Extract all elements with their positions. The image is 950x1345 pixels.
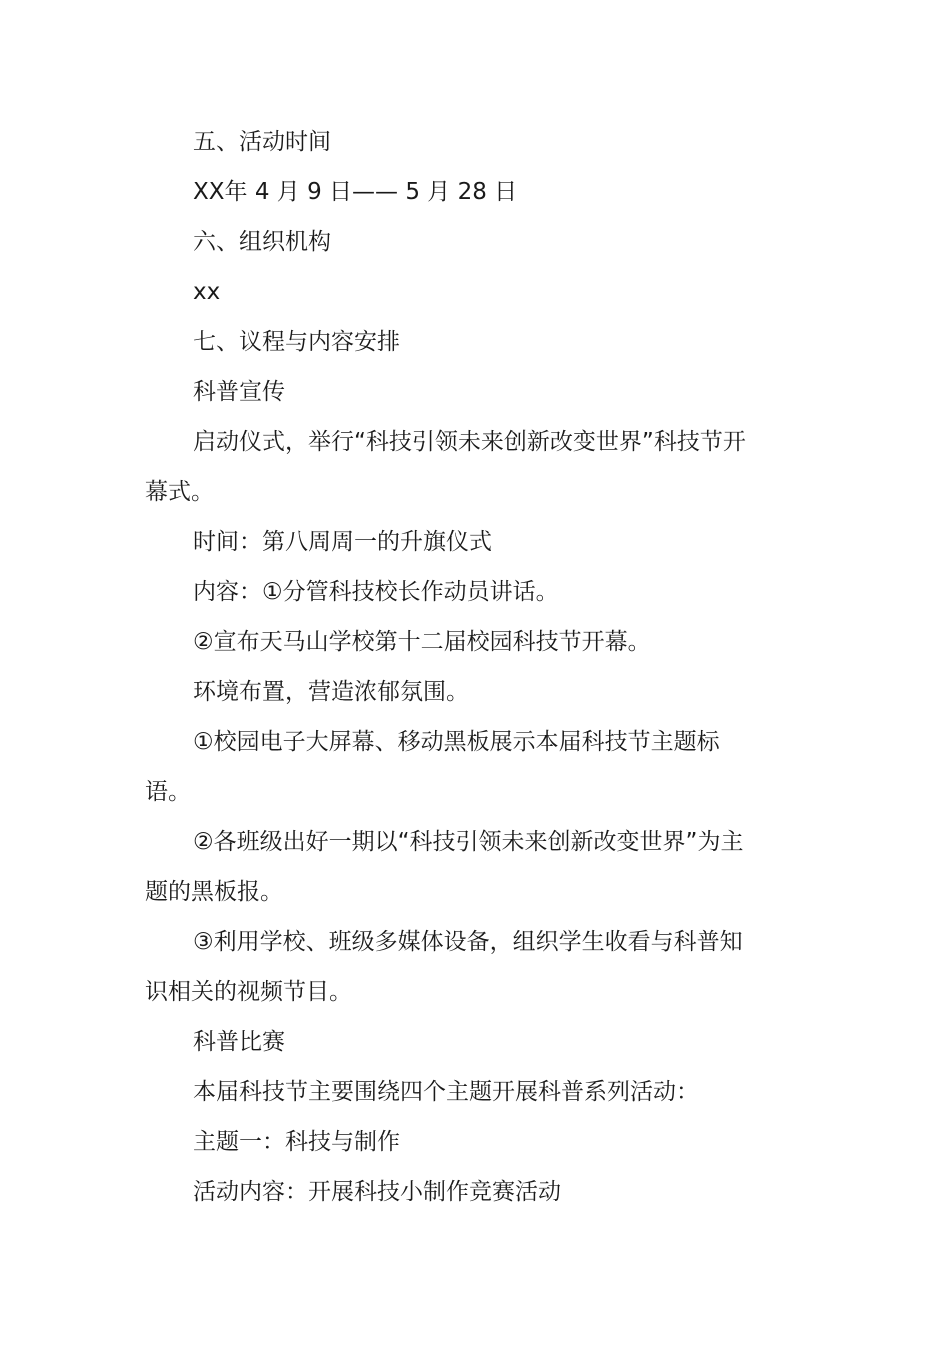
paragraph-ceremony-content: 内容：①分管科技校长作动员讲话。 [193,579,559,605]
organization-name: xx [193,279,221,305]
activity-date-range: XX年 4 月 9 日—— 5 月 28 日 [193,179,518,205]
paragraph-themes-intro: 本届科技节主要围绕四个主题开展科普系列活动： [193,1079,699,1105]
subheading-science-promotion: 科普宣传 [193,379,285,405]
heading-agenda: 七、议程与内容安排 [193,329,400,355]
paragraph-opening-announcement: ②宣布天马山学校第十二届校园科技节开幕。 [193,629,651,655]
subheading-science-competition: 科普比赛 [193,1029,285,1055]
paragraph-ceremony-time: 时间：第八周周一的升旗仪式 [193,529,492,555]
paragraph-multimedia: ③利用学校、班级多媒体设备，组织学生收看与科普知识相关的视频节目。 [145,929,743,1005]
paragraph-opening-ceremony: 启动仪式，举行“科技引领未来创新改变世界”科技节开幕式。 [145,429,746,505]
paragraph-blackboard: ②各班级出好一期以“科技引领未来创新改变世界”为主题的黑板报。 [145,829,744,905]
paragraph-theme-one: 主题一：科技与制作 [193,1129,400,1155]
paragraph-theme-one-content: 活动内容：开展科技小制作竞赛活动 [193,1179,561,1205]
paragraph-screen-slogan: ①校园电子大屏幕、移动黑板展示本届科技节主题标语。 [145,729,720,805]
heading-activity-time: 五、活动时间 [193,129,331,155]
paragraph-environment: 环境布置，营造浓郁氛围。 [193,679,469,705]
heading-organization: 六、组织机构 [193,229,331,255]
